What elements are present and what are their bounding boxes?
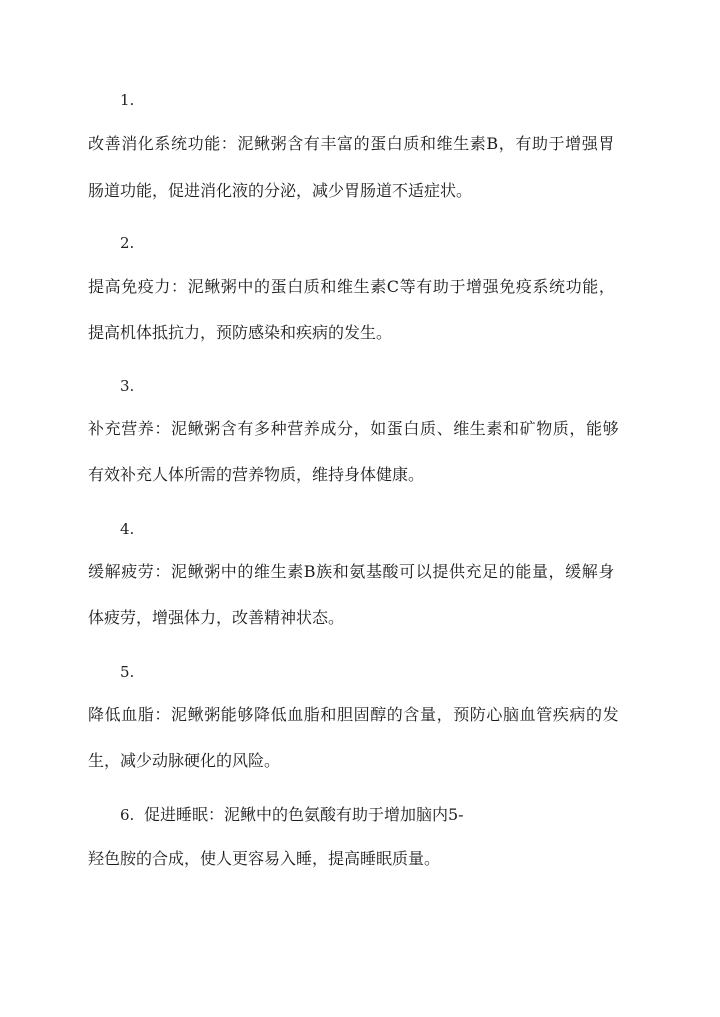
- item-2-number: 2.: [120, 234, 135, 252]
- item-3-number: 3.: [120, 377, 135, 395]
- item-5-number: 5.: [120, 663, 135, 681]
- item-3-line-2: 有效补充人体所需的营养物质，维持身体健康。: [88, 465, 425, 484]
- item-4-line-2: 体疲劳，增强体力，改善精神状态。: [88, 608, 345, 627]
- item-6-line-1: 促进睡眠：泥鳅中的色氨酸有助于增加脑内5-: [144, 805, 464, 824]
- item-1-number: 1.: [120, 91, 135, 109]
- item-5-line-1: 降低血脂：泥鳅粥能够降低血脂和胆固醇的含量，预防心脑血管疾病的发: [88, 705, 620, 724]
- item-6-number: 6.: [120, 806, 135, 824]
- item-1-line-1: 改善消化系统功能：泥鳅粥含有丰富的蛋白质和维生素B，有助于增强胃: [88, 134, 615, 153]
- item-4-line-1: 缓解疲劳：泥鳅粥中的维生素B族和氨基酸可以提供充足的能量，缓解身: [88, 562, 615, 581]
- item-6-line-2: 羟色胺的合成，使人更容易入睡，提高睡眠质量。: [88, 849, 441, 868]
- item-3-line-1: 补充营养：泥鳅粥含有多种营养成分，如蛋白质、维生素和矿物质，能够: [88, 419, 620, 438]
- item-2-line-1: 提高免疫力：泥鳅粥中的蛋白质和维生素C等有助于增强免疫系统功能，: [88, 277, 616, 296]
- item-4-number: 4.: [120, 520, 135, 538]
- item-5-line-2: 生，减少动脉硬化的风险。: [88, 751, 281, 770]
- item-1-line-2: 肠道功能，促进消化液的分泌，减少胃肠道不适症状。: [88, 181, 473, 200]
- item-2-line-2: 提高机体抵抗力，预防感染和疾病的发生。: [88, 323, 393, 342]
